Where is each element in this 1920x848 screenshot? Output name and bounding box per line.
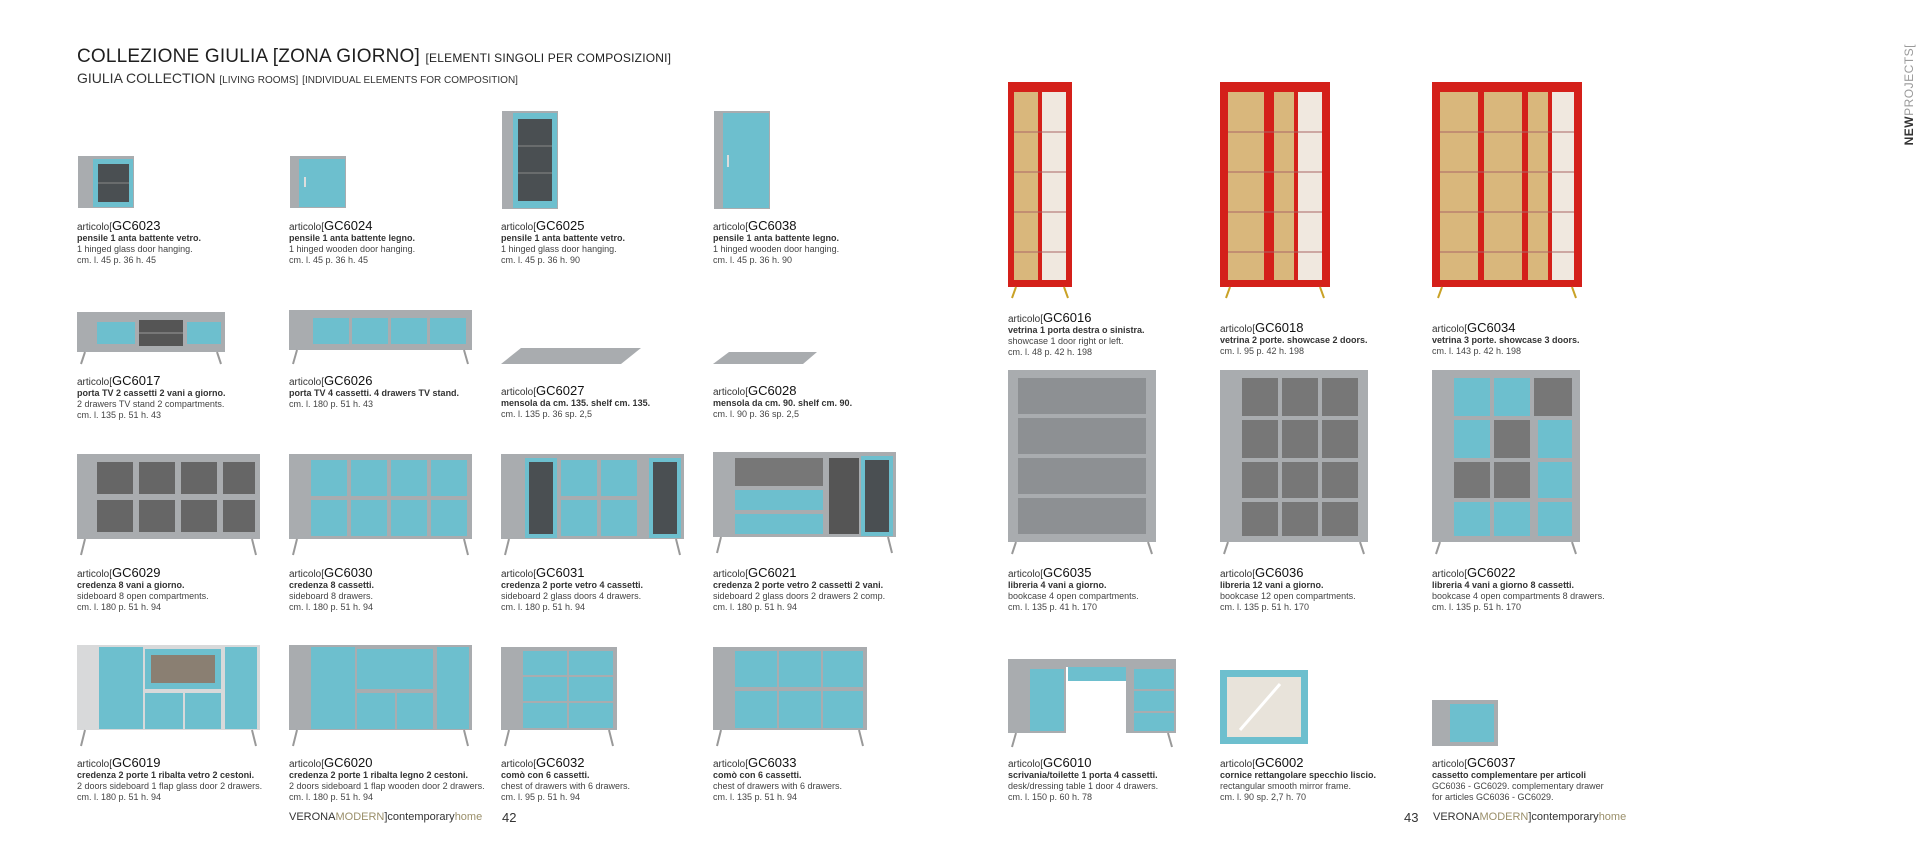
bracket: [ [745,759,749,770]
product-desc-d1: cassetto complementare per articoli [1432,770,1587,780]
product-desc-d2: GC6036 - GC6029. complementary drawer [1432,781,1604,791]
product-desc-d2: 2 doors sideboard 1 flap wooden door 2 drawers. [289,781,485,791]
product-desc-d2: cm. l. 90 p. 36 sp. 2,5 [713,409,800,419]
article-prefix: articolo [1008,569,1041,580]
product-desc-d3: cm. l. 150 p. 60 h. 78 [1008,792,1093,802]
product-desc-d2: chest of drawers with 6 drawers. [713,781,843,791]
product-desc-d3: cm. l. 95 p. 51 h. 94 [501,792,581,802]
article-prefix: articolo [289,377,322,388]
subtitle-sub: [INDIVIDUAL ELEMENTS FOR COMPOSITION] [302,75,518,86]
product-code: GC6030 [324,565,373,580]
product-desc-d1: porta TV 2 cassetti 2 vani a giorno. [77,388,226,398]
product-desc-d1: credenza 8 vani a giorno. [77,580,185,590]
product-code: GC6034 [1467,320,1516,335]
product-code: GC6021 [748,565,797,580]
product-code: GC6010 [1043,755,1092,770]
bracket: [ [1252,324,1256,335]
product-desc-d1: pensile 1 anta battente legno. [713,233,840,243]
product-desc-d2: showcase 1 door right or left. [1008,336,1124,346]
product-desc-d2: cm. l. 180 p. 51 h. 43 [289,399,374,409]
product-desc-d1: libreria 4 vani a giorno. [1008,580,1107,590]
bracket: [ [1040,759,1044,770]
img-gc6021 [713,450,898,557]
bracket: [ [321,759,325,770]
product-gc6027 [501,383,650,420]
product-desc-d1: cornice rettangolare specchio liscio. [1220,770,1377,780]
product-desc-d1: porta TV 4 cassetti. 4 drawers TV stand. [289,388,460,398]
img-gc6020 [289,643,474,748]
img-gc6032 [501,645,619,748]
side-brand-bold: NEW [1902,115,1916,146]
title-bracket: [ZONA GIORNO] [272,46,421,67]
product-code-line [713,565,885,580]
product-desc-d3: for articles GC6036 - GC6029. [1432,792,1554,802]
product-code: GC6033 [748,755,797,770]
img-gc6023 [77,155,137,210]
product-code-line [1220,755,1376,770]
bracket: [ [745,387,749,398]
footer-right-bracket: ] [1528,811,1532,823]
footer-right-verona: VERONA [1433,811,1480,823]
img-gc6018 [1220,82,1332,300]
img-gc6029 [77,452,262,557]
product-desc-d3: cm. l. 135 p. 51 h. 170 [1432,602,1522,612]
product-desc-d1: credenza 2 porte vetro 4 cassetti. [501,580,644,590]
product-code-line [1008,310,1145,325]
product-desc-d1: credenza 8 cassetti. [289,580,375,590]
bracket: [ [1252,759,1256,770]
img-gc6037 [1432,700,1500,748]
article-prefix: articolo [1432,324,1465,335]
product-code: GC6031 [536,565,585,580]
article-prefix: articolo [713,222,746,233]
side-brand-light: PROJECTS [1902,47,1916,116]
product-code: GC6036 [1255,565,1304,580]
bracket: [ [1040,569,1044,580]
product-desc-d1: comò con 6 cassetti. [501,770,590,780]
article-prefix: articolo [77,569,110,580]
product-gc6032 [501,755,630,803]
product-desc-d2: sideboard 2 glass doors 4 drawers. [501,591,642,601]
product-desc-d2: 1 hinged glass door hanging. [77,244,193,254]
product-desc-d1: libreria 4 vani a giorno 8 cassetti. [1432,580,1575,590]
product-gc6010 [1008,755,1158,803]
product-desc-d3: cm. l. 135 p. 51 h. 170 [1220,602,1310,612]
side-brand-bracket: [ [1902,44,1916,48]
product-desc-d1: mensola da cm. 135. shelf cm. 135. [501,398,651,408]
img-gc6028 [713,348,818,368]
footer-left-bracket: ] [384,811,388,823]
product-gc6020 [289,755,485,803]
product-desc-d2: bookcase 4 open compartments. [1008,591,1139,601]
title-main: COLLEZIONE GIULIA [77,46,268,67]
product-code-line [1008,565,1139,580]
product-code: GC6028 [748,383,797,398]
product-desc-d3: cm. l. 180 p. 51 h. 94 [289,792,374,802]
bracket: [ [109,759,113,770]
product-code-line [1220,320,1368,335]
product-gc6035 [1008,565,1139,613]
product-code: GC6016 [1043,310,1092,325]
bracket: [ [109,569,113,580]
page-subtitle [77,70,518,86]
img-gc6038 [713,110,773,210]
product-desc-d2: 1 hinged wooden door hanging. [289,244,416,254]
article-prefix: articolo [1432,759,1465,770]
product-desc-d1: pensile 1 anta battente vetro. [77,233,202,243]
product-gc6018 [1220,320,1368,357]
product-desc-d2: chest of drawers with 6 drawers. [501,781,631,791]
product-desc-d1: credenza 2 porte vetro 2 cassetti 2 vani. [713,580,884,590]
img-gc6027 [501,344,641,368]
article-prefix: articolo [501,387,534,398]
product-code-line [77,373,226,388]
img-gc6002 [1220,670,1310,746]
product-gc6028 [713,383,852,420]
product-code: GC6002 [1255,755,1304,770]
bracket: [ [109,222,113,233]
product-desc-d3: cm. l. 135 p. 51 h. 43 [77,410,162,420]
product-desc-d2: bookcase 4 open compartments 8 drawers. [1432,591,1605,601]
product-code: GC6037 [1467,755,1516,770]
article-prefix: articolo [77,222,110,233]
product-code-line [77,218,201,233]
product-desc-d3: cm. l. 135 p. 51 h. 94 [713,792,798,802]
product-desc-d3: cm. l. 90 sp. 2,7 h. 70 [1220,792,1307,802]
article-prefix: articolo [289,222,322,233]
article-prefix: articolo [713,387,746,398]
product-gc6034 [1432,320,1580,357]
img-gc6022 [1432,370,1584,556]
product-desc-d3: cm. l. 180 p. 51 h. 94 [289,602,374,612]
product-code: GC6024 [324,218,373,233]
img-gc6036 [1220,370,1372,556]
img-gc6025 [501,110,561,210]
img-gc6035 [1008,370,1160,556]
product-code-line [501,218,625,233]
bracket: [ [533,387,537,398]
product-desc-d3: cm. l. 135 p. 41 h. 170 [1008,602,1098,612]
product-code-line [713,383,852,398]
product-desc-d2: cm. l. 135 p. 36 sp. 2,5 [501,409,593,419]
footer-left-home: home [454,811,483,823]
product-desc-d2: sideboard 2 glass doors 2 drawers 2 comp. [713,591,886,601]
article-prefix: articolo [713,759,746,770]
article-prefix: articolo [289,569,322,580]
article-prefix: articolo [1008,314,1041,325]
img-gc6026 [289,306,474,366]
product-code-line [77,565,209,580]
article-prefix: articolo [289,759,322,770]
bracket: [ [109,377,113,388]
product-desc-d2: cm. l. 95 p. 42 h. 198 [1220,346,1305,356]
bracket: [ [745,569,749,580]
bracket: [ [321,569,325,580]
page-number-left: 42 [502,810,517,825]
product-desc-d1: credenza 2 porte 1 ribalta vetro 2 cestoni. [77,770,255,780]
product-gc6026 [289,373,459,410]
product-desc-d1: libreria 12 vani a giorno. [1220,580,1324,590]
product-desc-d2: 1 hinged wooden door hanging. [713,244,840,254]
title-sub: [ELEMENTI SINGOLI PER COMPOSIZIONI] [425,51,672,65]
footer-left-contemporary: contemporary [387,811,455,823]
product-gc6019 [77,755,262,803]
img-gc6030 [289,452,474,557]
product-gc6025 [501,218,625,266]
product-code-line [289,218,415,233]
product-code-line [1008,755,1158,770]
footer-right-home: home [1598,811,1627,823]
bracket: [ [745,222,749,233]
product-desc-d2: sideboard 8 open compartments. [77,591,209,601]
product-code-line [1432,565,1605,580]
product-gc6022 [1432,565,1605,613]
product-desc-d3: cm. l. 180 p. 51 h. 94 [77,792,162,802]
bracket: [ [321,222,325,233]
product-desc-d3: cm. l. 180 p. 51 h. 94 [713,602,798,612]
product-code: GC6035 [1043,565,1092,580]
product-code: GC6027 [536,383,585,398]
product-code: GC6017 [112,373,161,388]
bracket: [ [1464,569,1468,580]
product-code-line [289,565,374,580]
product-desc-d1: scrivania/toilette 1 porta 4 cassetti. [1008,770,1158,780]
product-desc-d2: 2 doors sideboard 1 flap glass door 2 drawers. [77,781,263,791]
product-gc6036 [1220,565,1356,613]
product-desc-d1: mensola da cm. 90. shelf cm. 90. [713,398,853,408]
product-code-line [289,755,485,770]
product-desc-d2: 2 drawers TV stand 2 compartments. [77,399,225,409]
product-desc-d1: pensile 1 anta battente vetro. [501,233,626,243]
bracket: [ [533,569,537,580]
bracket: [ [1252,569,1256,580]
article-prefix: articolo [1432,569,1465,580]
product-code: GC6023 [112,218,161,233]
footer-right-contemporary: contemporary [1531,811,1599,823]
product-code: GC6018 [1255,320,1304,335]
product-code-line [501,565,643,580]
product-desc-d1: vetrina 1 porta destra o sinistra. [1008,325,1145,335]
product-code-line [1432,755,1604,770]
article-prefix: articolo [501,222,534,233]
product-desc-d1: pensile 1 anta battente legno. [289,233,416,243]
product-code: GC6038 [748,218,797,233]
product-gc6037 [1432,755,1604,803]
bracket: [ [533,759,537,770]
bracket: [ [1464,324,1468,335]
product-desc-d3: cm. l. 180 p. 51 h. 94 [77,602,162,612]
subtitle-bracket: [LIVING ROOMS] [219,75,299,86]
product-code-line [713,755,842,770]
product-code-line [1220,565,1356,580]
article-prefix: articolo [1220,569,1253,580]
footer-left-brand [289,811,482,823]
img-gc6024 [289,155,349,210]
product-code-line [289,373,459,388]
page-title [77,46,671,68]
article-prefix: articolo [77,759,110,770]
img-gc6017 [77,308,227,366]
img-gc6034 [1432,82,1584,300]
product-desc-d3: cm. l. 45 p. 36 h. 45 [289,255,369,265]
bracket: [ [1464,759,1468,770]
product-desc-d3: cm. l. 45 p. 36 h. 45 [77,255,157,265]
product-gc6030 [289,565,374,613]
product-code: GC6020 [324,755,373,770]
product-desc-d3: cm. l. 45 p. 36 h. 90 [713,255,793,265]
product-gc6021 [713,565,885,613]
article-prefix: articolo [713,569,746,580]
img-gc6031 [501,452,686,557]
img-gc6016 [1008,82,1074,300]
product-desc-d2: bookcase 12 open compartments. [1220,591,1356,601]
product-gc6016 [1008,310,1145,358]
bracket: [ [321,377,325,388]
article-prefix: articolo [77,377,110,388]
bracket: [ [533,222,537,233]
product-desc-d2: desk/dressing table 1 door 4 drawers. [1008,781,1159,791]
product-code-line [77,755,262,770]
product-code-line [713,218,839,233]
product-gc6038 [713,218,839,266]
product-desc-d1: vetrina 3 porte. showcase 3 doors. [1432,335,1580,345]
img-gc6033 [713,645,869,748]
product-gc6033 [713,755,842,803]
img-gc6010 [1008,657,1180,749]
product-desc-d3: cm. l. 45 p. 36 h. 90 [501,255,581,265]
product-code: GC6022 [1467,565,1516,580]
product-desc-d2: rectangular smooth mirror frame. [1220,781,1352,791]
product-desc-d2: sideboard 8 drawers. [289,591,374,601]
footer-right-modern: MODERN [1479,811,1529,823]
product-desc-d3: cm. l. 180 p. 51 h. 94 [501,602,586,612]
product-gc6029 [77,565,209,613]
bracket: [ [1040,314,1044,325]
side-brand [1902,44,1916,145]
page-number-right: 43 [1404,810,1419,825]
product-desc-d1: comò con 6 cassetti. [713,770,802,780]
product-desc-d2: cm. l. 143 p. 42 h. 198 [1432,346,1522,356]
footer-left-verona: VERONA [289,811,336,823]
product-code: GC6029 [112,565,161,580]
product-code: GC6019 [112,755,161,770]
product-code: GC6025 [536,218,585,233]
article-prefix: articolo [501,569,534,580]
product-desc-d1: credenza 2 porte 1 ribalta legno 2 cestoni. [289,770,469,780]
product-gc6024 [289,218,415,266]
footer-right-brand [1433,811,1626,823]
product-desc-d1: vetrina 2 porte. showcase 2 doors. [1220,335,1368,345]
product-gc6023 [77,218,201,266]
product-code: GC6032 [536,755,585,770]
footer-left-modern: MODERN [335,811,385,823]
article-prefix: articolo [1008,759,1041,770]
product-code-line [501,755,630,770]
product-code: GC6026 [324,373,373,388]
product-gc6017 [77,373,226,421]
article-prefix: articolo [1220,759,1253,770]
product-code-line [501,383,650,398]
product-gc6031 [501,565,643,613]
product-code-line [1432,320,1580,335]
article-prefix: articolo [501,759,534,770]
article-prefix: articolo [1220,324,1253,335]
product-gc6002 [1220,755,1376,803]
product-desc-d3: cm. l. 48 p. 42 h. 198 [1008,347,1093,357]
subtitle-main: GIULIA COLLECTION [77,70,216,86]
product-desc-d2: 1 hinged glass door hanging. [501,244,617,254]
img-gc6019 [77,643,262,748]
